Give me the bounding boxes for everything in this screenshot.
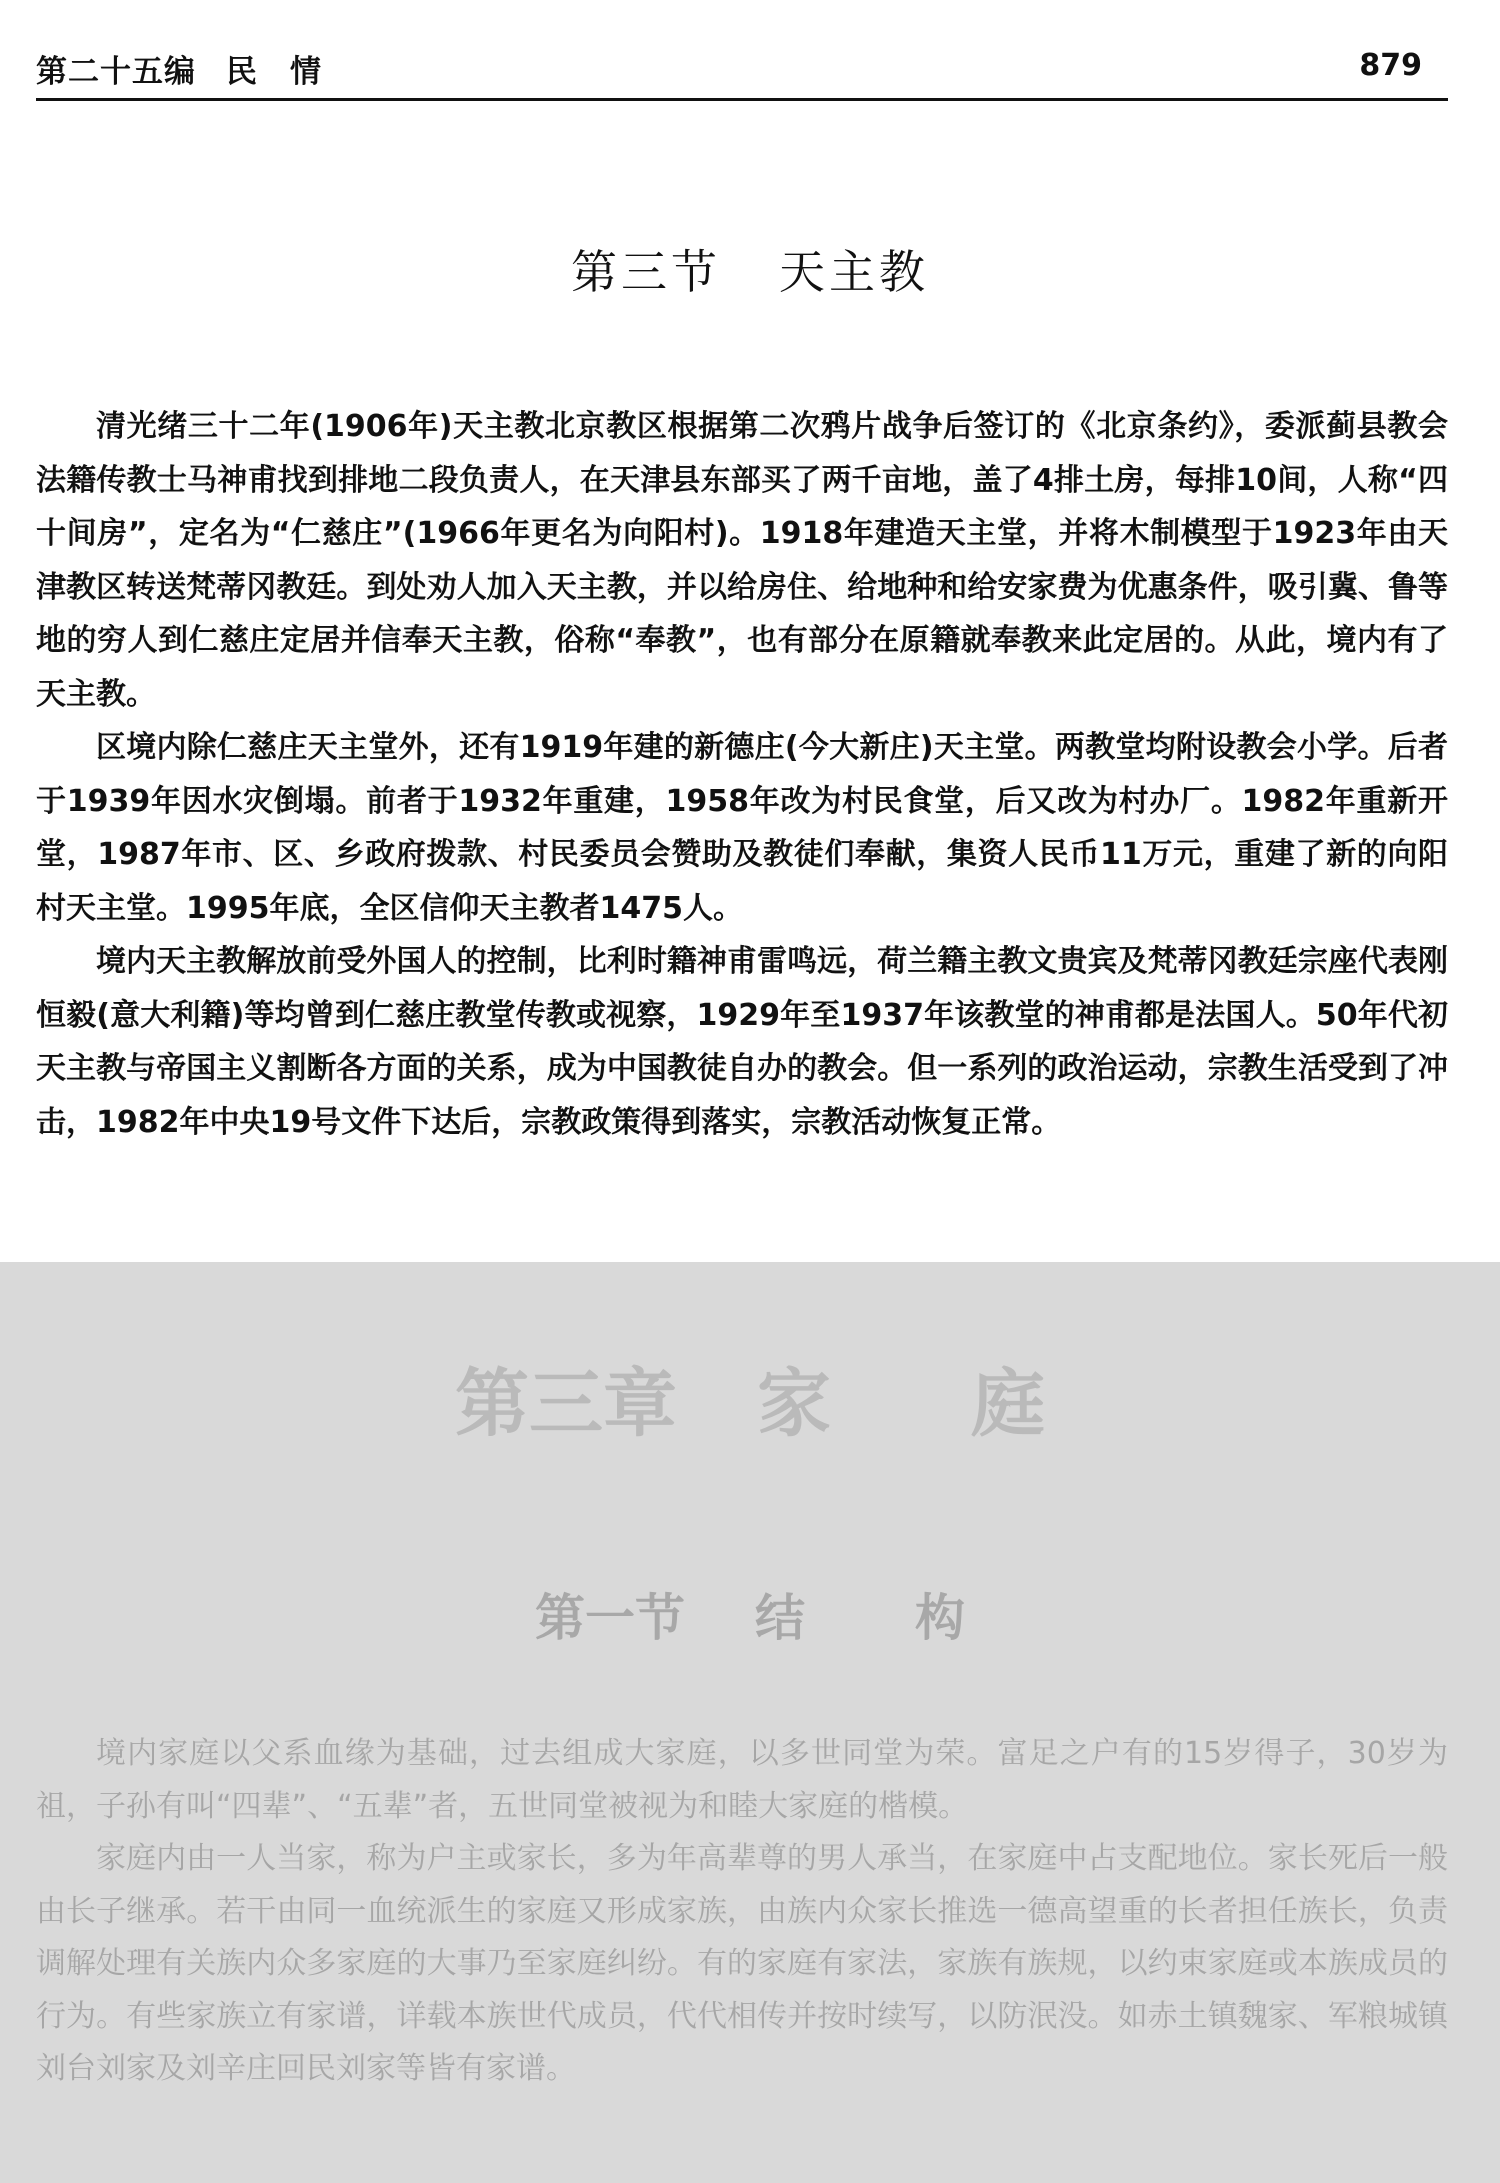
subsection-title-char-2: 构 bbox=[915, 1588, 965, 1647]
section-body bbox=[36, 400, 1448, 1149]
section-title-number: 第三节 bbox=[571, 245, 721, 299]
chapter-body bbox=[36, 1728, 1448, 2096]
subsection-title-char-1: 结 bbox=[755, 1588, 805, 1647]
chapter-title-char-1: 家 bbox=[757, 1361, 831, 1447]
section-title-name: 天主教 bbox=[779, 245, 929, 299]
paragraph: 境内天主教解放前受外国人的控制，比利时籍神甫雷鸣远，荷兰籍主教文贵宾及梵蒂冈教廷宗座代表刚恒毅(意大利籍)等均曾到仁慈庄教堂传教或视察，1929年至1937年该教堂的神甫都是法国人。50年代初天主教与帝国主义割断各方面的关系，成为中国教徒自办的教会。但一系列的政治运动，宗教生活受到了冲击，1982年中央19号文件下达后，宗教政策得到落实，宗教活动恢复正常。 bbox=[36, 944, 1448, 1140]
subsection-title bbox=[0, 1578, 1500, 1650]
paragraph: 区境内除仁慈庄天主堂外，还有1919年建的新德庄(今大新庄)天主堂。两教堂均附设教会小学。后者于1939年因水灾倒塌。前者于1932年重建，1958年改为村民食堂，后又改为村办厂。1982年重新开堂，1987年市、区、乡政府拨款、村民委员会赞助及教徒们奉献，集资人民币11万元，重建了新的向阳村天主堂。1995年底，全区信仰天主教者1475人。 bbox=[36, 730, 1448, 926]
section-title bbox=[0, 236, 1500, 302]
paragraph: 清光绪三十二年(1906年)天主教北京教区根据第二次鸦片战争后签订的《北京条约》，委派蓟县教会法籍传教士马神甫找到排地二段负责人，在天津县东部买了两千亩地，盖了4排土房，每排10间，人称“四十间房”，定名为“仁慈庄”(1966年更名为向阳村)。1918年建造天主堂，并将木制模型于1923年由天津教区转送梵蒂冈教廷。到处劝人加入天主教，并以给房住、给地种和给安家费为优惠条件，吸引冀、鲁等地的穷人到仁慈庄定居并信奉天主教，俗称“奉教”，也有部分在原籍就奉教来此定居的。从此，境内有了天主教。 bbox=[36, 409, 1448, 712]
subsection-title-number: 第一节 bbox=[535, 1588, 685, 1647]
paragraph: 境内家庭以父系血缘为基础，过去组成大家庭，以多世同堂为荣。富足之户有的15岁得子，30岁为祖，子孙有叫“四辈”、“五辈”者，五世同堂被视为和睦大家庭的楷模。 bbox=[36, 1736, 1448, 1824]
chapter-title bbox=[0, 1345, 1500, 1451]
header-chapter-label bbox=[36, 46, 322, 91]
header-part: 第二十五编 bbox=[36, 54, 196, 90]
running-header bbox=[36, 44, 1448, 101]
chapter-title-number: 第三章 bbox=[455, 1361, 677, 1447]
page-number: 879 bbox=[1359, 48, 1422, 83]
paragraph: 家庭内由一人当家，称为户主或家长，多为年高辈尊的男人承当，在家庭中占支配地位。家长死后一般由长子继承。若干由同一血统派生的家庭又形成家族，由族内众家长推选一德高望重的长者担任族长，负责调解处理有关族内众多家庭的大事乃至家庭纠纷。有的家庭有家法，家族有族规，以约束家庭或本族成员的行为。有些家族立有家谱，详载本族世代成员，代代相传并按时续写，以防泯没。如赤土镇魏家、军粮城镇刘台刘家及刘辛庄回民刘家等皆有家谱。 bbox=[36, 1841, 1448, 2086]
chapter-title-char-2: 庭 bbox=[971, 1361, 1045, 1447]
header-topic: 民 情 bbox=[226, 54, 322, 90]
